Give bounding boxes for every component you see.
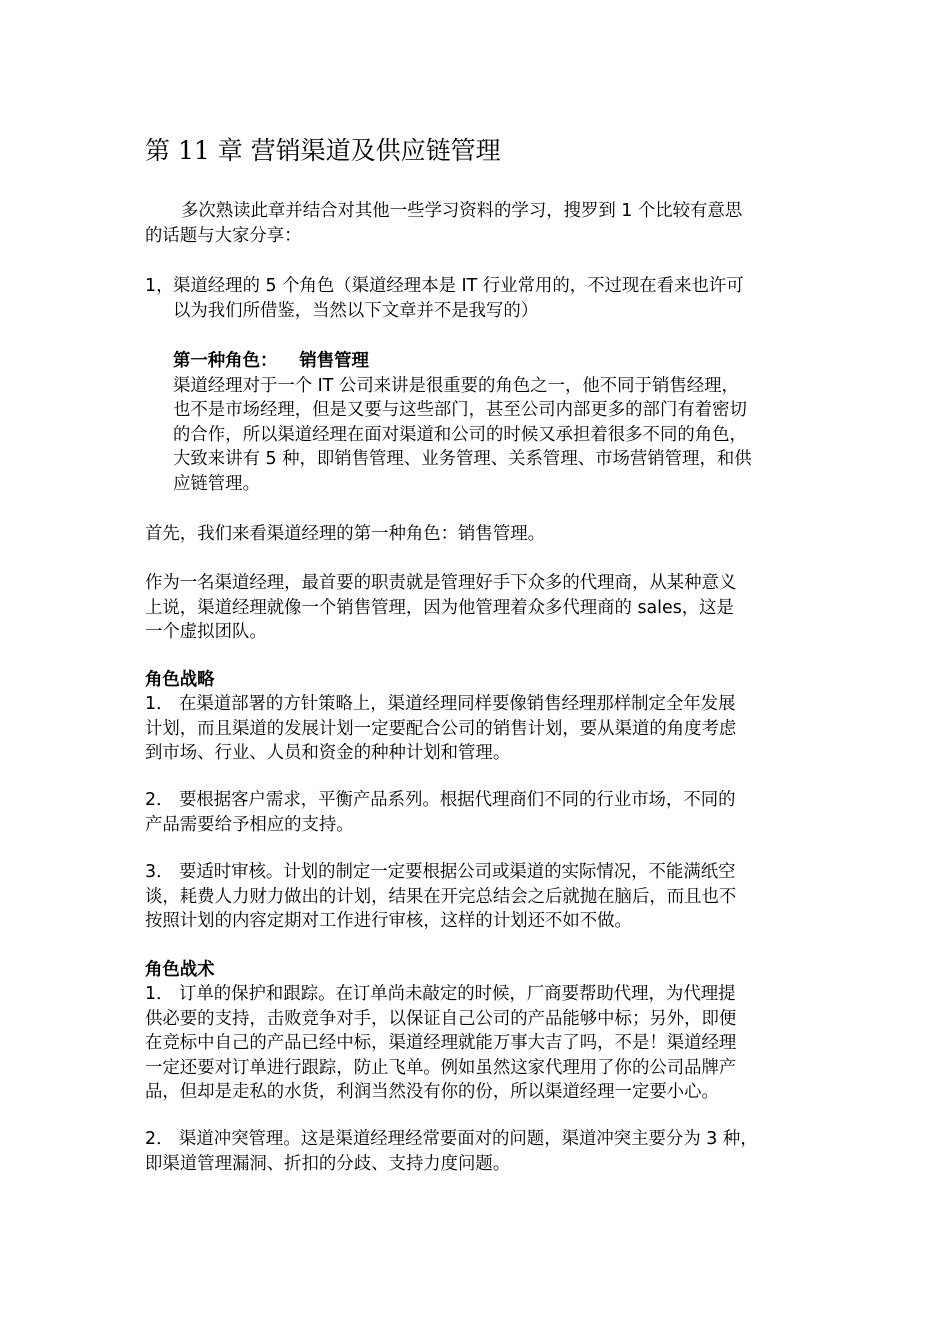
paragraph-line: 即渠道管理漏洞、折扣的分歧、支持力度问题。 (145, 1153, 511, 1174)
role-line: 渠道经理对于一个 IT 公司来讲是很重要的角色之一，他不同于销售经理， (173, 375, 739, 396)
paragraph-line: 作为一名渠道经理，最首要的职责就是管理好手下众多的代理商，从某种意义 (145, 573, 737, 593)
strategy-item (145, 692, 810, 766)
manager-paragraph (145, 571, 810, 645)
paragraph-line: 品，但却是走私的水货，利润当然没有你的份，所以渠道经理一定要小心。 (145, 1082, 719, 1102)
paragraph-line: 按照计划的内容定期对工作进行审核，这样的计划还不如不做。 (145, 911, 632, 931)
paragraph-line: 1． 在渠道部署的方针策略上，渠道经理同样要像销售经理那样制定全年发展 (145, 694, 736, 714)
paragraph-line: 谈，耗费人力财力做出的计划，结果在开完总结会之后就抛在脑后，而且也不 (145, 886, 737, 907)
first-look-paragraph (145, 522, 810, 547)
paragraph-line: 2． 渠道冲突管理。这是渠道经理经常要面对的问题，渠道冲突主要分为 3 种， (145, 1129, 758, 1149)
paragraph-line: 计划，而且渠道的发展计划一定要配合公司的销售计划，要从渠道的角度考虑 (145, 718, 737, 739)
role-line: 大致来讲有 5 种，即销售管理、业务管理、关系管理、市场营销管理，和供 (173, 449, 752, 469)
strategy-item (145, 860, 810, 934)
section-heading: 角色战略 (145, 670, 215, 690)
paragraph-line: 供必要的支持，击败竞争对手，以保证自己公司的产品能够中标；另外，即便 (145, 1008, 737, 1029)
paragraph-line: 一定还要对订单进行跟踪，防止飞单。例如虽然这家代理用了你的公司品牌产 (145, 1057, 737, 1078)
role-heading-value: 销售管理 (299, 351, 369, 371)
role-heading (173, 349, 813, 374)
role-line: 的合作，所以渠道经理在面对渠道和公司的时候又承担着很多不同的角色， (173, 424, 747, 445)
tactics-item (145, 982, 810, 1105)
intro-line: 多次熟读此章并结合对其他一些学习资料的学习，搜罗到 1 个比较有意思 (181, 201, 743, 221)
paragraph-line: 到市场、行业、人员和资金的种种计划和管理。 (145, 743, 511, 763)
paragraph-line: 上说，渠道经理就像一个销售管理，因为他管理着众多代理商的 sales，这是 (145, 597, 734, 618)
paragraph-line: 在竞标中自己的产品已经中标，渠道经理就能万事大吉了吗，不是！渠道经理 (145, 1033, 737, 1053)
role-line: 也不是市场经理，但是又要与这些部门，甚至公司内部更多的部门有着密切 (173, 400, 747, 420)
chapter-title: 第 11 章 营销渠道及供应链管理 (145, 136, 501, 165)
paragraph-line: 2． 要根据客户需求，平衡产品系列。根据代理商们不同的行业市场，不同的 (145, 790, 736, 810)
paragraph-line: 首先，我们来看渠道经理的第一种角色：销售管理。 (145, 524, 545, 544)
list-item (145, 274, 810, 323)
paragraph-line: 1． 订单的保护和跟踪。在订单尚未敲定的时候，厂商要帮助代理，为代理提 (145, 984, 736, 1004)
list-item-number: 1， (145, 276, 174, 296)
role-heading-label: 第一种角色： (173, 351, 278, 371)
paragraph-line: 产品需要给予相应的支持。 (145, 814, 354, 835)
list-item-line: 渠道经理的 5 个角色（渠道经理本是 IT 行业常用的，不过现在看来也许可 (173, 276, 744, 296)
role-line: 应链管理。 (173, 473, 260, 494)
paragraph-line: 一个虚拟团队。 (145, 622, 267, 642)
paragraph-line: 3． 要适时审核。计划的制定一定要根据公司或渠道的实际情况，不能满纸空 (145, 862, 736, 882)
role-section (173, 349, 813, 496)
section-heading: 角色战术 (145, 960, 215, 980)
tactics-item (145, 1127, 810, 1176)
intro-line: 的话题与大家分享： (145, 225, 302, 246)
list-item-line: 以为我们所借鉴，当然以下文章并不是我写的） (173, 300, 539, 321)
strategy-item (145, 788, 810, 837)
intro-paragraph (145, 199, 810, 248)
